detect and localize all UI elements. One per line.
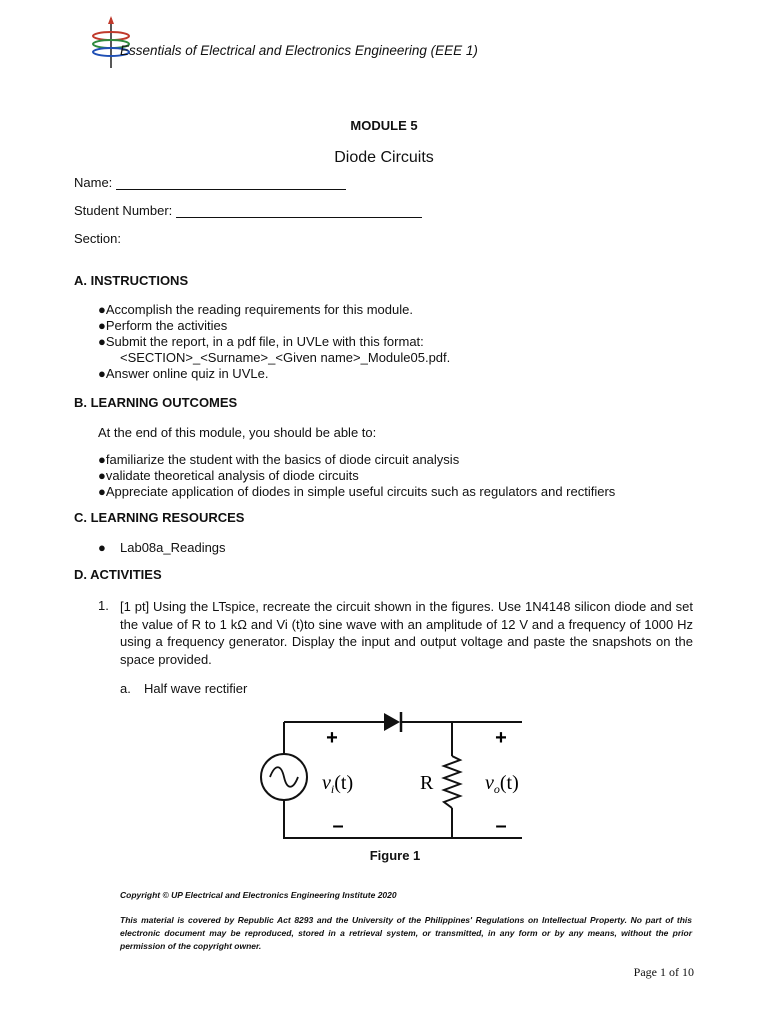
list-item: <SECTION>_<Surname>_<Given name>_Module05.pdf. xyxy=(120,350,451,365)
list-item: ●familiarize the student with the basics of diode circuit analysis xyxy=(98,452,460,467)
minus-left: – xyxy=(332,815,344,837)
module-title: Diode Circuits xyxy=(334,149,434,166)
resources-heading: C. LEARNING RESOURCES xyxy=(74,510,245,525)
outcomes-list xyxy=(98,452,615,500)
vi-label: v xyxy=(322,772,331,794)
resistor-label: R xyxy=(420,772,434,794)
module-number: MODULE 5 xyxy=(350,118,418,133)
name-label: Name: xyxy=(74,175,113,190)
vo-subscript: o xyxy=(493,782,500,796)
vo-arg: (t) xyxy=(499,772,519,794)
name-input-line[interactable] xyxy=(116,177,346,190)
list-item: ●validate theoretical analysis of diode circuits xyxy=(98,468,359,483)
half-wave-rectifier-figure xyxy=(256,708,528,844)
student-number-field xyxy=(74,203,422,218)
resistor-icon xyxy=(444,756,460,808)
resource-link[interactable]: Lab08a_Readings xyxy=(120,540,226,555)
resources-item xyxy=(98,540,226,555)
activity-number: 1. xyxy=(98,598,109,613)
instructions-heading: A. INSTRUCTIONS xyxy=(74,273,189,288)
vi-subscript: i xyxy=(330,782,335,796)
diode-icon xyxy=(384,712,401,732)
list-item: ●Perform the activities xyxy=(98,318,228,333)
outcomes-intro: At the end of this module, you should be able to: xyxy=(98,425,377,440)
svg-text:vo(t) xyxy=(485,772,519,796)
plus-left: + xyxy=(326,727,338,749)
activity-text: [1 pt] Using the LTspice, recreate the circuit shown in the figures. Use 1N4148 silicon diode and set the value of R to 1 kΩ and Vi (t)to sine wave with an amplitude of 12 V and a frequency of 1000 Hz using a frequency generator. Display the input and output voltage and paste the snapshots on the space provided. xyxy=(120,599,693,667)
header-title: Essentials of Electrical and Electronics Engineering (EEE 1) xyxy=(120,43,478,58)
bullet-icon: ● xyxy=(98,540,106,555)
section-field xyxy=(74,231,121,246)
vo-label: v xyxy=(485,772,494,794)
minus-right: – xyxy=(495,815,507,837)
name-field xyxy=(74,175,346,190)
subitem-text: Half wave rectifier xyxy=(144,681,248,696)
copyright-body: This material is covered by Republic Act 8293 and the University of the Philippines' Regulations on Intellectual Property. No part of this electronic document may be reproduced, stored in a retrieval system, or transmitted, in any form or by any means, without the prior permission of the copyright owner. xyxy=(120,915,692,951)
student-number-input-line[interactable] xyxy=(176,205,422,218)
svg-text:vi(t) xyxy=(322,772,353,796)
vi-arg: (t) xyxy=(334,772,354,794)
wire-bottom xyxy=(284,800,522,838)
subitem-letter: a. xyxy=(120,681,131,696)
section-label: Section: xyxy=(74,231,121,246)
figure-caption: Figure 1 xyxy=(369,848,421,863)
outcomes-heading: B. LEARNING OUTCOMES xyxy=(74,395,238,410)
ac-source-icon xyxy=(261,754,307,800)
copyright-heading: Copyright © UP Electrical and Electronics Engineering Institute 2020 xyxy=(120,890,397,900)
plus-right: + xyxy=(495,727,507,749)
student-number-label: Student Number: xyxy=(74,203,173,218)
list-item: ●Answer online quiz in UVLe. xyxy=(98,366,269,381)
activities-heading: D. ACTIVITIES xyxy=(74,567,162,582)
list-item: ●Submit the report, in a pdf file, in UVLe with this format: xyxy=(98,334,424,349)
list-item: ●Appreciate application of diodes in simple useful circuits such as regulators and rectifiers xyxy=(98,484,616,499)
instructions-list xyxy=(98,302,450,382)
list-item: ●Accomplish the reading requirements for this module. xyxy=(98,302,413,317)
page-number: Page 1 of 10 xyxy=(633,965,694,979)
